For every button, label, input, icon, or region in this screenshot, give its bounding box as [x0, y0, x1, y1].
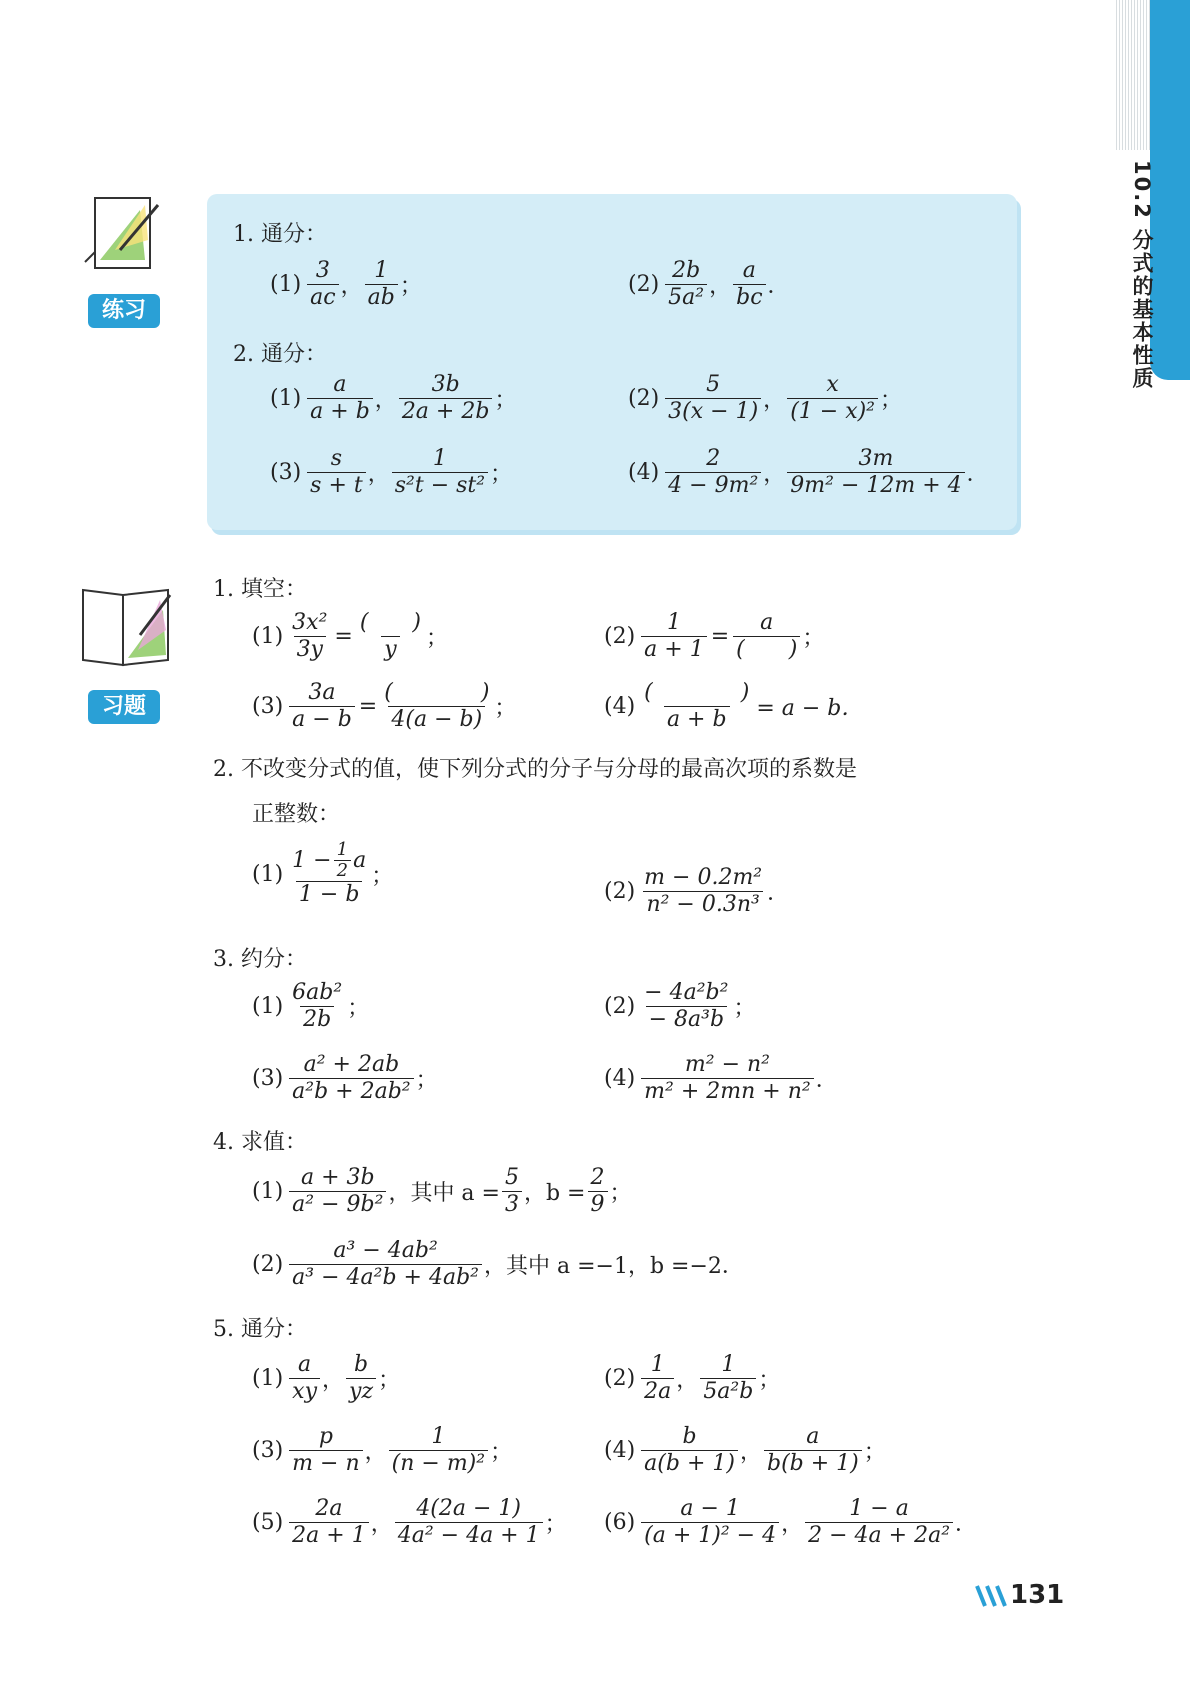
exercise-q1-title: 1. 填空：	[213, 577, 307, 602]
practice-q1-p1: (1) 3 ac ， 1 ab ；	[270, 258, 422, 310]
chapter-label: 10.2 分式的基本性质	[1130, 160, 1154, 391]
exercise-q3-title: 3. 约分：	[213, 947, 307, 972]
practice-q1-title: 1. 通分：	[233, 222, 327, 247]
exercise-q2-title-line1: 2. 不改变分式的值，使下列分式的分子与分母的最高次项的系数是	[213, 757, 857, 782]
exercise-q2-p1: (1) 1 − $\frac{1}{2}$ a 1 − b ；	[252, 839, 394, 907]
exercise-q5-p4: (4) b a(b + 1) ， a b(b + 1) ；	[604, 1424, 886, 1476]
tab-decoration	[1116, 0, 1150, 150]
exercise-q5-p2: (2) 1 2a ， 1 5a²b ；	[604, 1352, 781, 1404]
exercise-q3-p4: (4) m² − n² m² + 2mn + n² ．	[604, 1052, 838, 1104]
exercise-q4-p1: (1) a + 3b a² − 9b² ，其中 a = $\frac{5}{3}$ ，b = $\frac{2}{9}$ ；	[252, 1165, 632, 1217]
exercise-q5-title: 5. 通分：	[213, 1317, 307, 1342]
practice-notebook-icon	[80, 180, 170, 280]
exercises-badge: 习题	[88, 690, 160, 724]
exercise-q3-p3: (3) a² + 2ab a²b + 2ab² ；	[252, 1052, 438, 1104]
exercise-q1-p2: (2) $\frac{1}{a + 1}$ = a ( ) ；	[604, 610, 825, 662]
exercise-q2-title-line2: 正整数：	[252, 802, 341, 827]
page-stripes-icon	[975, 1584, 1011, 1608]
practice-badge: 练习	[88, 294, 160, 328]
practice-q2-p4: (4) 2 4 − 9m² ， 3m 9m² − 12m + 4 ．	[628, 446, 989, 498]
exercise-q4-p2: (2) a³ − 4ab² a³ − 4a²b + 4ab² ，其中 a =−1，b =−2．	[252, 1238, 744, 1290]
practice-q2-p1: (1) a a + b ， 3b 2a + 2b ；	[270, 372, 517, 424]
exercise-q5-p5: (5) 2a 2a + 1 ， 4(2a − 1) 4a² − 4a + 1 ；	[252, 1496, 567, 1548]
exercise-q4-title: 4. 求值：	[213, 1130, 307, 1155]
practice-q2-p3: (3) s s + t ， 1 s²t − st² ；	[270, 446, 513, 498]
exercise-q5-p6: (6) a − 1 (a + 1)² − 4 ， 1 − a 2 − 4a + 2a² ．	[604, 1496, 978, 1548]
exercise-q1-p1: (1) $\frac{\text{3x²}}{3y}$ = ( ) y ；	[252, 610, 449, 662]
exercise-q2-p2: (2) m − 0.2m² n² − 0.3n³ ．	[604, 865, 790, 917]
exercise-q3-p1: (1) 6ab² 2b ；	[252, 980, 370, 1032]
practice-q2-p2: (2) 5 3(x − 1) ， x (1 − x)² ；	[628, 372, 903, 424]
exercise-q5-p1: (1) a xy ， b yz ；	[252, 1352, 401, 1404]
page-number: 131	[1010, 1580, 1065, 1610]
exercise-q1-p4: (4) ( ) a + b = a − b．	[604, 680, 864, 732]
exercise-q1-p3: (3) $\frac{3a}{a - b}$ = ( ) 4(a − b) ；	[252, 680, 517, 732]
practice-q1-p2: (2) 2b 5a² ， a bc ．	[628, 258, 790, 310]
exercise-q5-p3: (3) p m − n ， 1 (n − m)² ；	[252, 1424, 513, 1476]
exercise-book-icon	[78, 570, 178, 670]
exercise-q3-p2: (2) − 4a²b² − 8a³b ；	[604, 980, 756, 1032]
practice-q2-title: 2. 通分：	[233, 342, 327, 367]
